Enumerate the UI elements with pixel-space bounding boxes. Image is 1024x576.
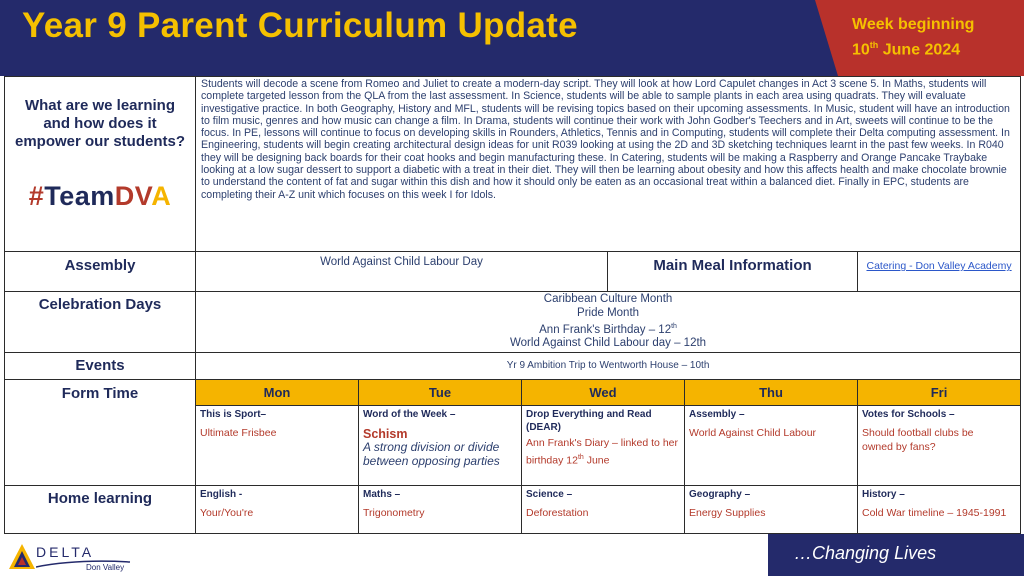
celebration-item: Caribbean Culture Month [543, 293, 673, 305]
cell-value: Your/You're [200, 507, 254, 519]
cell-title: English - [200, 489, 243, 500]
main-meal-label: Main Meal Information [608, 252, 858, 292]
home-learning-mon [196, 486, 359, 534]
celebration-item: World Against Child Labour day – 12th [510, 337, 707, 350]
form-time-mon [196, 406, 359, 486]
form-time-thu [685, 406, 858, 486]
delta-logo [8, 540, 138, 574]
cell-title: Assembly – [689, 409, 745, 420]
cell-value: Should football clubs be owned by fans? [862, 427, 974, 453]
week-label: Week beginning [852, 16, 975, 33]
main-meal-link-cell [858, 252, 1021, 292]
celebration-item: Ann Frank's Birthday – 12th [539, 323, 677, 336]
form-time-label: Form Time [5, 380, 196, 486]
cell-value: Ann Frank's Diary – linked to her birthday 12th June [526, 437, 678, 466]
assembly-value: World Against Child Labour Day [196, 252, 608, 292]
day-header-tue: Tue [359, 380, 522, 406]
events-row [5, 353, 1021, 380]
footer-bar [768, 534, 1024, 576]
cell-value: World Against Child Labour [689, 427, 817, 439]
logo-name: DELTA [36, 544, 95, 560]
day-header-thu: Thu [685, 380, 858, 406]
events-value: Yr 9 Ambition Trip to Wentworth House – 10th [196, 353, 1021, 380]
cell-title: Geography – [689, 489, 751, 500]
header-banner [0, 0, 1024, 76]
word-of-week: Schism [363, 427, 408, 441]
day-header-wed: Wed [522, 380, 685, 406]
footer-slogan: …Changing Lives [794, 543, 937, 563]
day-header-fri: Fri [858, 380, 1021, 406]
cell-value: Ultimate Frisbee [200, 427, 277, 439]
cell-value: Cold War timeline – 1945-1991 [862, 507, 1007, 519]
teamdva-hashtag: #TeamDVA [28, 181, 172, 211]
assembly-label: Assembly [5, 252, 196, 292]
learning-label-cell [5, 77, 196, 252]
cell-value: Trigonometry [363, 507, 425, 519]
celebration-item: Pride Month [577, 306, 640, 319]
home-learning-tue [359, 486, 522, 534]
curriculum-table [4, 76, 1021, 534]
form-time-wed [522, 406, 685, 486]
cell-title: History – [862, 489, 905, 500]
learning-question: What are we learning and how does it empower our students? [14, 97, 186, 150]
learning-text: Students will decode a scene from Romeo and Juliet to create a modern-day script. They will look at how Lord Capulet changes in Act 3 scene 5. In Maths, students will complete targeted lesson from the QLA from the last assessment. In Science, students will be able to sample plants in each area using quadrats. They will evaluate investigative practice. In both Geography, History and MFL, students will be revising topics based on their upcoming assessments. In Music, student will have an introduction to film music, genres and how music can change a film. In Drama, students will continue their work with John Godber's Teechers and in Art, sweets will continue to be the focus. In PE, lessons will continue to focus on developing skills in Rounders, Athletics, Tennis and in Computing, students will complete their Delta computing assessment. In Engineering, students will begin creating architectural design ideas for unit R039 looking at using the 2D and 3D sketching techniques learnt in the past few weeks. In R040 they will be designing back boards for their coat hooks and begin manufacturing these. In Catering, students will be making a Raspberry and Orange Pancake Traybake looking at a low sugar dessert to support a diabetic with a treat in their diet. They will then be learning about obesity and how this affects health and make chocolate brownie to understand the content of fat and sugar within this dish and how it should only be eaten as an occasional treat within a balanced diet. Finally in EPC, students are completing their A-Z unit which focuses on this week I for Idols. [196, 77, 1021, 252]
assembly-row [5, 252, 1021, 292]
cell-title: Votes for Schools – [862, 409, 955, 420]
celebration-row [5, 292, 1021, 353]
events-label: Events [5, 353, 196, 380]
week-beginning [852, 14, 974, 60]
delta-triangle-icon [8, 542, 38, 572]
learning-row [5, 77, 1021, 252]
form-time-fri [858, 406, 1021, 486]
cell-title: Science – [526, 489, 573, 500]
cell-title: This is Sport– [200, 409, 267, 420]
cell-title: Maths – [363, 489, 401, 500]
home-learning-row [5, 486, 1021, 534]
day-header-mon: Mon [196, 380, 359, 406]
cell-value: Deforestation [526, 507, 589, 519]
logo-subtitle: Don Valley [86, 563, 125, 572]
cell-title: Word of the Week – [363, 409, 456, 420]
form-time-tue [359, 406, 522, 486]
celebration-list [196, 292, 1021, 353]
form-time-header-row [5, 380, 1021, 406]
celebration-label: Celebration Days [5, 292, 196, 353]
page-title: Year 9 Parent Curriculum Update [22, 6, 578, 45]
catering-link[interactable]: Catering - Don Valley Academy [866, 260, 1012, 272]
home-learning-label: Home learning [5, 486, 196, 534]
week-date: 10th June 2024 [852, 40, 961, 59]
home-learning-wed [522, 486, 685, 534]
cell-title: Drop Everything and Read (DEAR) [526, 409, 652, 433]
home-learning-thu [685, 486, 858, 534]
home-learning-fri [858, 486, 1021, 534]
cell-value: Energy Supplies [689, 507, 766, 519]
word-definition: A strong division or divide between opposing parties [363, 440, 500, 468]
